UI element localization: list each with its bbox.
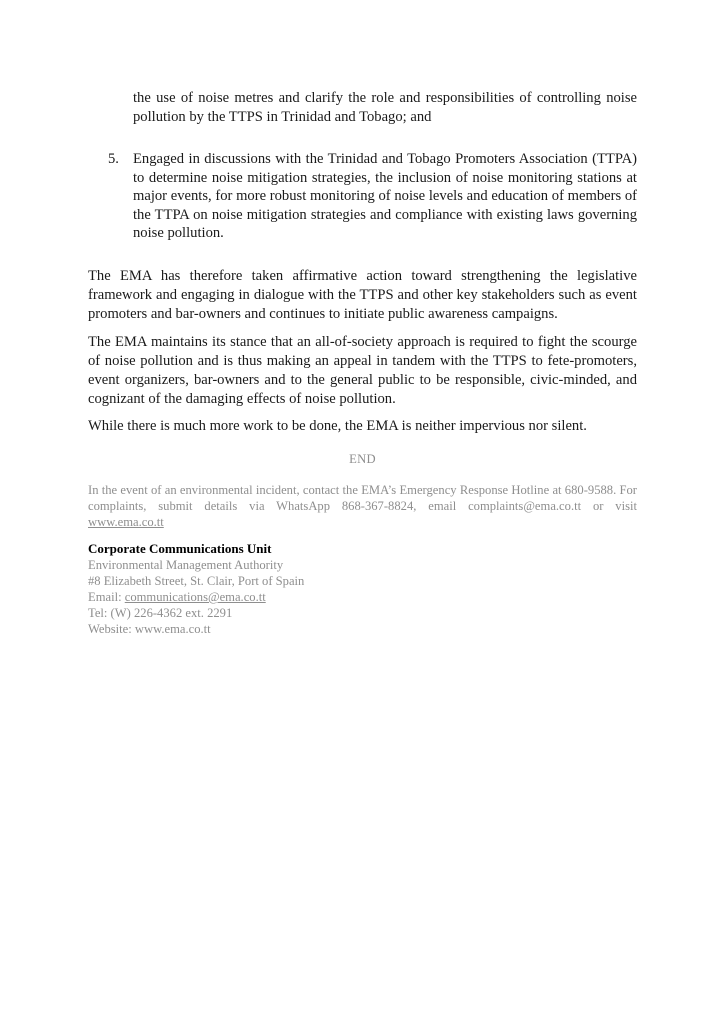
list-item-5 — [108, 150, 637, 243]
contact-heading: Corporate Communications Unit — [88, 541, 272, 556]
contact-website: Website: www.ema.co.tt — [88, 622, 211, 636]
contact-address: #8 Elizabeth Street, St. Clair, Port of Spain — [88, 574, 305, 588]
contact-email-line — [88, 589, 488, 605]
emergency-hotline-note — [88, 482, 637, 530]
contact-block — [88, 541, 488, 637]
contact-email-link[interactable]: communications@ema.co.tt — [124, 590, 266, 604]
paragraph-affirmative-action: The EMA has therefore taken affirmative action toward strengthening the legislative framework and engaging in dialogue with the TTPS and other key stakeholders such as event promoters and bar-owners and continues to initiate public awareness campaigns. — [88, 267, 637, 322]
list-item-continuation: the use of noise metres and clarify the role and responsibilities of controlling noise pollution by the TTPS in Trinidad and Tobago; and — [133, 90, 637, 125]
end-marker: END — [349, 452, 376, 466]
paragraph-all-of-society: The EMA maintains its stance that an all-of-society approach is required to fight the scourge of noise pollution and is thus making an appeal in tandem with the TTPS to fete-promoters, event organizers, bar-owners and to the general public to be responsible, civic-minded, and cognizant of the damaging effects of noise pollution. — [88, 333, 637, 407]
footer-note-text: In the event of an environmental incident, contact the EMA’s Emergency Response Hotline at 680-9588. For complaints, submit details via WhatsApp 868-367-8824, email complaints@ema.co.tt or visit — [88, 483, 637, 513]
list-item-number: 5. — [108, 151, 119, 167]
contact-organization: Environmental Management Authority — [88, 558, 284, 572]
website-link[interactable]: www.ema.co.tt — [88, 515, 164, 529]
paragraph-closing-statement: While there is much more work to be done, the EMA is neither impervious nor silent. — [88, 417, 587, 434]
contact-telephone: Tel: (W) 226-4362 ext. 2291 — [88, 606, 233, 620]
contact-email-label: Email: — [88, 590, 125, 604]
list-item-text: Engaged in discussions with the Trinidad and Tobago Promoters Association (TTPA) to determine noise mitigation strategies, the inclusion of noise monitoring stations at major events, for more robust monitoring of noise levels and education of members of the TTPA on noise mitigation strategies and compliance with existing laws governing noise pollution. — [133, 151, 637, 241]
